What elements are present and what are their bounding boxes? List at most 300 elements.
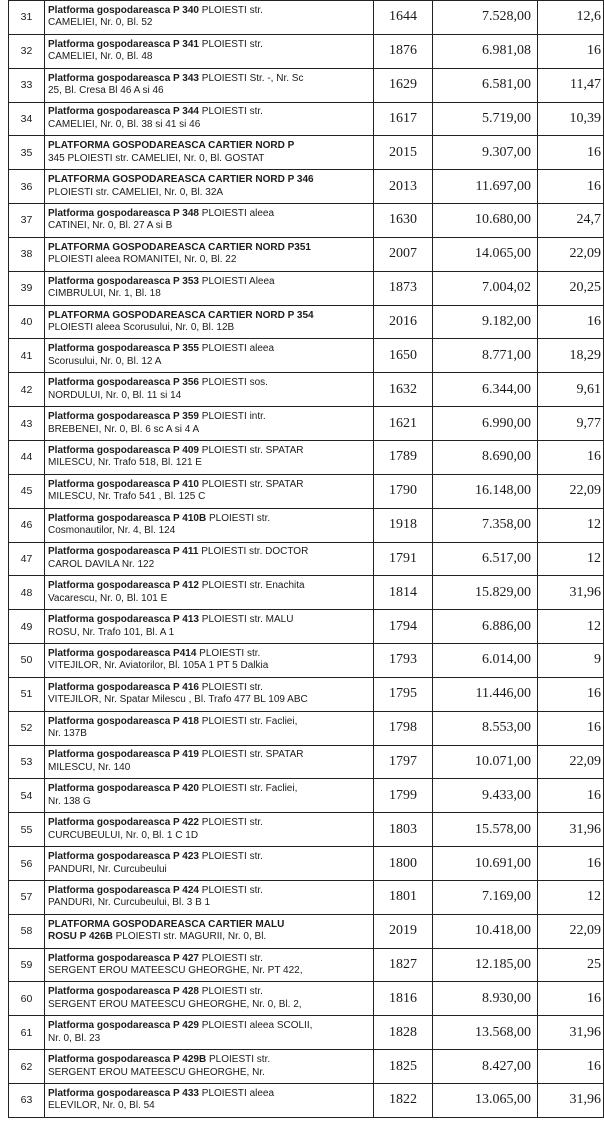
rate-cell: 12: [538, 880, 604, 914]
value-cell: 6.886,00: [433, 610, 538, 644]
row-number-cell: 53: [9, 745, 45, 779]
description-line-1: [48, 39, 370, 52]
description-line-1: [48, 513, 370, 526]
location-text: PLOIESTI str. SPATAR: [199, 444, 304, 456]
description-line-1: [48, 953, 370, 966]
row-number-cell: 36: [9, 170, 45, 204]
platform-name: Platforma gospodareasca P 423: [48, 851, 199, 863]
platform-name: PLATFORMA GOSPODAREASCA CARTIER NORD P351: [48, 241, 311, 253]
row-number-cell: 31: [9, 1, 45, 35]
row-number-cell: 49: [9, 610, 45, 644]
description-cell: [45, 136, 374, 170]
code-cell: 1617: [374, 102, 433, 136]
description-line-1: [48, 140, 370, 153]
table-row: [9, 271, 604, 305]
row-number-cell: 43: [9, 407, 45, 441]
description-line-2: 25, Bl. Cresa Bl 46 A si 46: [48, 85, 164, 97]
rate-cell: 11,47: [538, 68, 604, 102]
value-cell: 6.517,00: [433, 542, 538, 576]
row-number-cell: 41: [9, 339, 45, 373]
description-cell: [45, 576, 374, 610]
description-cell: [45, 644, 374, 678]
platform-name: PLATFORMA GOSPODAREASCA CARTIER MALU: [48, 918, 285, 930]
platform-name: Platforma gospodareasca P 428: [48, 986, 199, 998]
code-cell: 1790: [374, 474, 433, 508]
value-cell: 12.185,00: [433, 948, 538, 982]
code-cell: 2007: [374, 237, 433, 271]
location-text: PLOIESTI str.: [199, 884, 263, 896]
code-cell: 1789: [374, 440, 433, 474]
description-line-1: [48, 377, 370, 390]
platform-name: PLATFORMA GOSPODAREASCA CARTIER NORD P 354: [48, 309, 314, 321]
description-line-2: CAMELIEI, Nr. 0, Bl. 48: [48, 51, 153, 63]
description-line-1: [48, 174, 370, 187]
location-text: PLOIESTI aleea: [199, 1087, 275, 1099]
rate-cell: 22,09: [538, 745, 604, 779]
table-row: [9, 136, 604, 170]
description-cell: [45, 68, 374, 102]
description-line-1: [48, 445, 370, 458]
table-row: [9, 914, 604, 948]
value-cell: 13.568,00: [433, 1016, 538, 1050]
description-cell: [45, 1016, 374, 1050]
value-cell: 9.307,00: [433, 136, 538, 170]
platform-name: Platforma gospodareasca P 344: [48, 106, 199, 118]
platform-name: Platforma gospodareasca P 348: [48, 207, 199, 219]
description-line-1: [48, 1088, 370, 1101]
description-line-2: [48, 931, 370, 944]
location-text: PLOIESTI str.: [199, 681, 263, 693]
value-cell: 7.358,00: [433, 508, 538, 542]
platform-name: Platforma gospodareasca P 355: [48, 343, 199, 355]
rate-cell: 12,6: [538, 1, 604, 35]
description-line-2: MILESCU, Nr. Trafo 541 , Bl. 125 C: [48, 491, 206, 503]
description-line-2: Scorusului, Nr. 0, Bl. 12 A: [48, 355, 162, 367]
description-cell: [45, 542, 374, 576]
value-cell: 9.182,00: [433, 305, 538, 339]
code-cell: 1629: [374, 68, 433, 102]
description-line-1: [48, 817, 370, 830]
platform-name: Platforma gospodareasca P 427: [48, 952, 199, 964]
description-line-1: [48, 749, 370, 762]
table-row: [9, 982, 604, 1016]
description-line-2: Cosmonautilor, Nr. 4, Bl. 124: [48, 525, 176, 537]
table-row: [9, 204, 604, 238]
code-cell: 1800: [374, 847, 433, 881]
location-text: PLOIESTI intr.: [199, 411, 266, 423]
code-cell: 1797: [374, 745, 433, 779]
location-text: PLOIESTI str. MALU: [199, 614, 294, 626]
table-row: [9, 68, 604, 102]
description-cell: [45, 34, 374, 68]
description-line-1: [48, 310, 370, 323]
row-number-cell: 51: [9, 677, 45, 711]
description-line-1: [48, 5, 370, 18]
location-text: PLOIESTI str. SPATAR: [199, 749, 304, 761]
description-line-2: PLOIESTI aleea Scorusului, Nr. 0, Bl. 12B: [48, 322, 235, 334]
row-number-cell: 45: [9, 474, 45, 508]
code-cell: 1822: [374, 1084, 433, 1118]
description-line-1: [48, 716, 370, 729]
platform-name: Platforma gospodareasca P 424: [48, 884, 199, 896]
row-number-cell: 58: [9, 914, 45, 948]
table-row: [9, 847, 604, 881]
description-cell: [45, 677, 374, 711]
location-text: PLOIESTI sos.: [199, 377, 268, 389]
rate-cell: 31,96: [538, 576, 604, 610]
description-line-2: SERGENT EROU MATEESCU GHEORGHE, Nr. PT 422,: [48, 965, 303, 977]
table-row: [9, 610, 604, 644]
code-cell: 1816: [374, 982, 433, 1016]
rate-cell: 16: [538, 136, 604, 170]
location-text: PLOIESTI str.: [206, 1054, 271, 1066]
value-cell: 8.930,00: [433, 982, 538, 1016]
code-cell: 1827: [374, 948, 433, 982]
value-cell: 11.446,00: [433, 677, 538, 711]
value-cell: 14.065,00: [433, 237, 538, 271]
value-cell: 8.427,00: [433, 1050, 538, 1084]
location-text: PLOIESTI str. SPATAR: [199, 478, 304, 490]
code-cell: 1814: [374, 576, 433, 610]
platform-name: Platforma gospodareasca P 422: [48, 817, 199, 829]
description-line-2: CATINEI, Nr. 0, Bl. 27 A si B: [48, 220, 173, 232]
platform-name: Platforma gospodareasca P414: [48, 647, 197, 659]
rate-cell: 16: [538, 1050, 604, 1084]
rate-cell: 12: [538, 542, 604, 576]
location-text: PLOIESTI aleea: [199, 343, 275, 355]
description-cell: [45, 305, 374, 339]
table-row: [9, 1016, 604, 1050]
row-number-cell: 40: [9, 305, 45, 339]
location-text: PLOIESTI str. Facliei,: [199, 783, 298, 795]
platform-name: Platforma gospodareasca P 340: [48, 4, 199, 16]
table-row: [9, 170, 604, 204]
description-line-1: [48, 986, 370, 999]
description-line-2: Nr. 0, Bl. 23: [48, 1032, 101, 1044]
rate-cell: 16: [538, 711, 604, 745]
platform-name: Platforma gospodareasca P 429B: [48, 1054, 207, 1066]
table-row: [9, 373, 604, 407]
description-line-2: PANDURI, Nr. Curcubeului: [48, 863, 167, 875]
description-cell: [45, 407, 374, 441]
platform-inventory-table: [8, 0, 604, 1118]
platform-name: Platforma gospodareasca P 412: [48, 580, 199, 592]
table-row: [9, 237, 604, 271]
value-cell: 8.690,00: [433, 440, 538, 474]
row-number-cell: 48: [9, 576, 45, 610]
value-cell: 6.344,00: [433, 373, 538, 407]
row-number-cell: 50: [9, 644, 45, 678]
table-row: [9, 576, 604, 610]
code-cell: 2019: [374, 914, 433, 948]
platform-name: Platforma gospodareasca P 359: [48, 411, 199, 423]
table-row: [9, 102, 604, 136]
row-number-cell: 38: [9, 237, 45, 271]
row-number-cell: 32: [9, 34, 45, 68]
location-text: PLOIESTI str.: [199, 851, 263, 863]
table-body: [9, 1, 604, 1118]
value-cell: 8.553,00: [433, 711, 538, 745]
description-cell: [45, 1050, 374, 1084]
description-cell: [45, 102, 374, 136]
row-number-cell: 47: [9, 542, 45, 576]
rate-cell: 16: [538, 440, 604, 474]
platform-name: Platforma gospodareasca P 341: [48, 38, 199, 50]
description-cell: [45, 373, 374, 407]
description-line-1: [48, 648, 370, 661]
platform-name-continued: ROSU P 426B: [48, 931, 113, 943]
location-text: PLOIESTI aleea: [199, 207, 275, 219]
description-line-2: PANDURI, Nr. Curcubeului, Bl. 3 B 1: [48, 897, 211, 909]
platform-name: Platforma gospodareasca P 419: [48, 749, 199, 761]
table-row: [9, 474, 604, 508]
row-number-cell: 61: [9, 1016, 45, 1050]
rate-cell: 9,77: [538, 407, 604, 441]
table-row: [9, 677, 604, 711]
platform-name: Platforma gospodareasca P 433: [48, 1087, 199, 1099]
description-line-1: [48, 614, 370, 627]
rate-cell: 16: [538, 779, 604, 813]
row-number-cell: 39: [9, 271, 45, 305]
description-line-2: VITEJILOR, Nr. Spatar Milescu , Bl. Trafo 477 BL 109 ABC: [48, 694, 308, 706]
description-cell: [45, 1084, 374, 1118]
code-cell: 2015: [374, 136, 433, 170]
location-text: PLOIESTI aleea SCOLII,: [199, 1020, 313, 1032]
description-line-2: MILESCU, Nr. 140: [48, 761, 131, 773]
location-text: PLOIESTI str.: [206, 512, 271, 524]
table-row: [9, 407, 604, 441]
table-row: [9, 711, 604, 745]
description-cell: [45, 948, 374, 982]
value-cell: 7.528,00: [433, 1, 538, 35]
rate-cell: 9: [538, 644, 604, 678]
value-cell: 7.169,00: [433, 880, 538, 914]
description-line-1: [48, 106, 370, 119]
code-cell: 1644: [374, 1, 433, 35]
rate-cell: 24,7: [538, 204, 604, 238]
row-number-cell: 56: [9, 847, 45, 881]
row-number-cell: 33: [9, 68, 45, 102]
code-cell: 1650: [374, 339, 433, 373]
value-cell: 6.981,08: [433, 34, 538, 68]
description-line-2: Nr. 138 G: [48, 795, 91, 807]
location-text: PLOIESTI str.: [199, 986, 263, 998]
description-line-1: [48, 580, 370, 593]
description-line-2: BREBENEI, Nr. 0, Bl. 6 sc A si 4 A: [48, 423, 200, 435]
description-line-2: CAMELIEI, Nr. 0, Bl. 38 si 41 si 46: [48, 118, 201, 130]
rate-cell: 25: [538, 948, 604, 982]
platform-name: Platforma gospodareasca P 413: [48, 614, 199, 626]
description-line-1: [48, 242, 370, 255]
platform-name: Platforma gospodareasca P 343: [48, 72, 199, 84]
code-cell: 1825: [374, 1050, 433, 1084]
location-text: PLOIESTI str.: [199, 952, 263, 964]
description-line-2: SERGENT EROU MATEESCU GHEORGHE, Nr. 0, Bl. 2,: [48, 998, 302, 1010]
code-cell: 1791: [374, 542, 433, 576]
rate-cell: 12: [538, 508, 604, 542]
location-text: PLOIESTI str. Facliei,: [199, 715, 298, 727]
code-cell: 1632: [374, 373, 433, 407]
description-cell: [45, 237, 374, 271]
rate-cell: 22,09: [538, 914, 604, 948]
code-cell: 1876: [374, 34, 433, 68]
description-line-2: Vacarescu, Nr. 0, Bl. 101 E: [48, 592, 168, 604]
value-cell: 7.004,02: [433, 271, 538, 305]
table-row: [9, 339, 604, 373]
description-line-2: CAROL DAVILA Nr. 122: [48, 558, 155, 570]
value-cell: 13.065,00: [433, 1084, 538, 1118]
rate-cell: 20,25: [538, 271, 604, 305]
description-line-2: MILESCU, Nr. Trafo 518, Bl. 121 E: [48, 457, 202, 469]
value-cell: 15.578,00: [433, 813, 538, 847]
table-row: [9, 644, 604, 678]
rate-cell: 12: [538, 610, 604, 644]
location-text: PLOIESTI str.: [196, 647, 261, 659]
description-cell: [45, 711, 374, 745]
rate-cell: 22,09: [538, 474, 604, 508]
platform-name: Platforma gospodareasca P 410B: [48, 512, 207, 524]
rate-cell: 16: [538, 170, 604, 204]
row-number-cell: 63: [9, 1084, 45, 1118]
rate-cell: 18,29: [538, 339, 604, 373]
description-line-1: [48, 479, 370, 492]
description-line-1: [48, 411, 370, 424]
value-cell: 10.691,00: [433, 847, 538, 881]
value-cell: 5.719,00: [433, 102, 538, 136]
platform-name: Platforma gospodareasca P 420: [48, 783, 199, 795]
description-line-2: NORDULUI, Nr. 0, Bl. 11 si 14: [48, 389, 182, 401]
table-row: [9, 1, 604, 35]
description-line-1: [48, 73, 370, 86]
rate-cell: 16: [538, 982, 604, 1016]
description-line-2: ELEVILOR, Nr. 0, Bl. 54: [48, 1100, 155, 1112]
value-cell: 10.680,00: [433, 204, 538, 238]
description-line-1: [48, 885, 370, 898]
code-cell: 1918: [374, 508, 433, 542]
table-row: [9, 542, 604, 576]
rate-cell: 16: [538, 677, 604, 711]
description-line-2: CURCUBEULUI, Nr. 0, Bl. 1 C 1D: [48, 829, 199, 841]
description-cell: [45, 880, 374, 914]
row-number-cell: 62: [9, 1050, 45, 1084]
code-cell: 1621: [374, 407, 433, 441]
platform-name: Platforma gospodareasca P 353: [48, 275, 199, 287]
location-text: PLOIESTI Str. -, Nr. Sc: [199, 72, 304, 84]
description-cell: [45, 610, 374, 644]
value-cell: 16.148,00: [433, 474, 538, 508]
location-text: PLOIESTI str.: [199, 817, 263, 829]
platform-name: Platforma gospodareasca P 418: [48, 715, 199, 727]
table-row: [9, 745, 604, 779]
description-line-2: CAMELIEI, Nr. 0, Bl. 52: [48, 17, 153, 29]
location-text: PLOIESTI str.: [199, 38, 263, 50]
platform-name: Platforma gospodareasca P 416: [48, 681, 199, 693]
description-cell: [45, 745, 374, 779]
description-line-2: SERGENT EROU MATEESCU GHEORGHE, Nr.: [48, 1066, 265, 1078]
location-text: PLOIESTI str. Enachita: [199, 580, 305, 592]
value-cell: 8.771,00: [433, 339, 538, 373]
code-cell: 2013: [374, 170, 433, 204]
location-text: PLOIESTI str.: [199, 4, 263, 16]
table-row: [9, 948, 604, 982]
table-row: [9, 508, 604, 542]
row-number-cell: 59: [9, 948, 45, 982]
row-number-cell: 46: [9, 508, 45, 542]
platform-name: Platforma gospodareasca P 356: [48, 377, 199, 389]
row-number-cell: 52: [9, 711, 45, 745]
description-cell: [45, 474, 374, 508]
value-cell: 6.990,00: [433, 407, 538, 441]
code-cell: 1795: [374, 677, 433, 711]
description-cell: [45, 982, 374, 1016]
value-cell: 10.071,00: [433, 745, 538, 779]
value-cell: 10.418,00: [433, 914, 538, 948]
table-row: [9, 305, 604, 339]
code-cell: 1873: [374, 271, 433, 305]
platform-name: PLATFORMA GOSPODAREASCA CARTIER NORD P 346: [48, 174, 314, 186]
description-line-2: VITEJILOR, Nr. Aviatorilor, Bl. 105A 1 PT 5 Dalkia: [48, 660, 269, 672]
platform-name: Platforma gospodareasca P 410: [48, 478, 199, 490]
description-line-1: [48, 343, 370, 356]
value-cell: 11.697,00: [433, 170, 538, 204]
description-cell: [45, 440, 374, 474]
description-line-2: PLOIESTI aleea ROMANITEI, Nr. 0, Bl. 22: [48, 254, 237, 266]
row-number-cell: 54: [9, 779, 45, 813]
rate-cell: 22,09: [538, 237, 604, 271]
description-cell: [45, 847, 374, 881]
rate-cell: 9,61: [538, 373, 604, 407]
table-row: [9, 779, 604, 813]
description-line-2: PLOIESTI str. CAMELIEI, Nr. 0, Bl. 32A: [48, 186, 224, 198]
description-cell: [45, 813, 374, 847]
description-cell: [45, 1, 374, 35]
rate-cell: 10,39: [538, 102, 604, 136]
code-cell: 1799: [374, 779, 433, 813]
table-row: [9, 880, 604, 914]
rate-cell: 16: [538, 847, 604, 881]
code-cell: 1798: [374, 711, 433, 745]
rate-cell: 31,96: [538, 813, 604, 847]
description-line-2: 345 PLOIESTI str. CAMELIEI, Nr. 0, Bl. GOSTAT: [48, 152, 265, 164]
value-cell: 15.829,00: [433, 576, 538, 610]
rate-cell: 31,96: [538, 1084, 604, 1118]
description-cell: [45, 779, 374, 813]
address-text: PLOIESTI str. MAGURII, Nr. 0, Bl.: [112, 931, 267, 943]
table-row: [9, 813, 604, 847]
description-line-2: Nr. 137B: [48, 728, 87, 740]
description-line-1: [48, 276, 370, 289]
description-line-1: [48, 851, 370, 864]
row-number-cell: 55: [9, 813, 45, 847]
description-line-1: [48, 682, 370, 695]
description-line-1: [48, 208, 370, 221]
description-line-2: CIMBRULUI, Nr. 1, Bl. 18: [48, 288, 161, 300]
table-row: [9, 440, 604, 474]
value-cell: 9.433,00: [433, 779, 538, 813]
code-cell: 1801: [374, 880, 433, 914]
description-line-2: ROSU, Nr. Trafo 101, Bl. A 1: [48, 626, 175, 638]
table-row: [9, 1050, 604, 1084]
rate-cell: 31,96: [538, 1016, 604, 1050]
description-line-1: [48, 919, 370, 932]
description-cell: [45, 170, 374, 204]
platform-name: Platforma gospodareasca P 429: [48, 1020, 199, 1032]
description-line-1: [48, 546, 370, 559]
description-cell: [45, 204, 374, 238]
row-number-cell: 44: [9, 440, 45, 474]
description-line-1: [48, 783, 370, 796]
row-number-cell: 35: [9, 136, 45, 170]
